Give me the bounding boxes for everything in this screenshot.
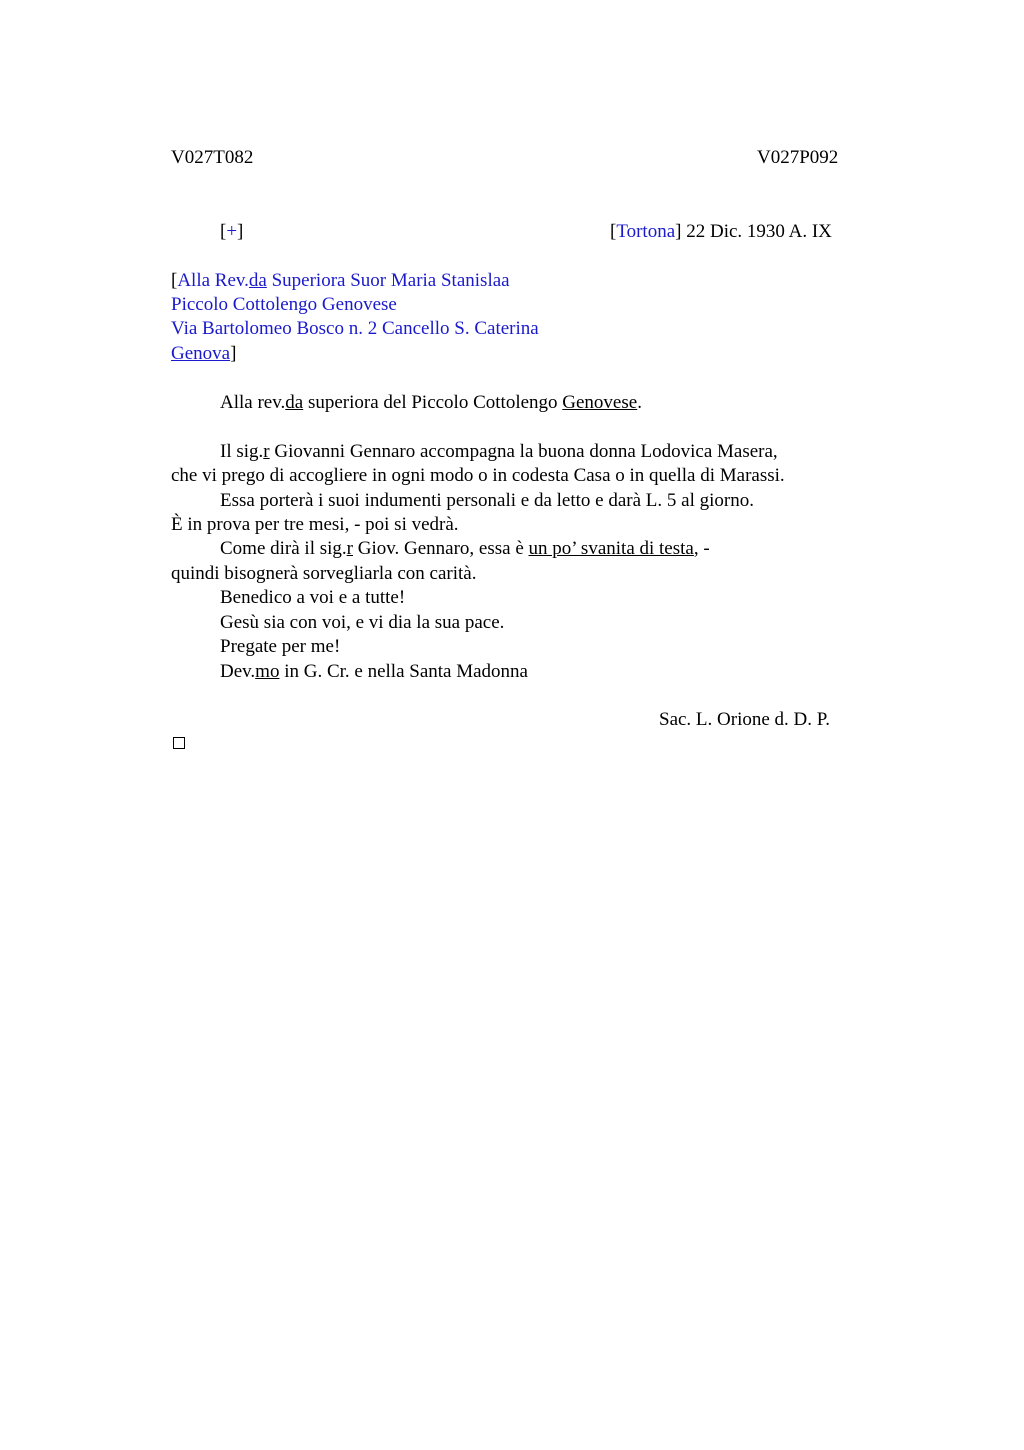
body-abbrev: mo bbox=[255, 661, 280, 682]
body-text: Giovanni Gennaro accompagna la buona donna Lodovica Masera, bbox=[269, 441, 778, 462]
body-text: Dev. bbox=[220, 661, 256, 682]
body-line: È in prova per tre mesi, - poi si vedrà. bbox=[171, 514, 459, 535]
body-line: Pregate per me! bbox=[220, 636, 341, 657]
end-mark-box bbox=[173, 737, 185, 749]
bracket: [ bbox=[220, 221, 227, 242]
body-text: in G. Cr. e nella Santa Madonna bbox=[279, 661, 528, 682]
body-line: che vi prego di accogliere in ogni modo o in codesta Casa o in quella di Marassi. bbox=[171, 465, 785, 486]
salutation-text: superiora del Piccolo Cottolengo bbox=[303, 392, 563, 413]
bracket: [ bbox=[610, 221, 617, 242]
salutation-text: Alla rev. bbox=[220, 392, 286, 413]
salutation-text: . bbox=[637, 392, 642, 413]
body-line: quindi bisognerà sorvegliarla con carità. bbox=[171, 563, 477, 584]
address-city: Genova bbox=[171, 343, 231, 364]
salutation bbox=[220, 391, 642, 415]
address-line-4 bbox=[171, 342, 236, 366]
date-text: 22 Dic. 1930 A. IX bbox=[686, 221, 832, 242]
body-text: , - bbox=[693, 538, 710, 559]
address-line-3: Via Bartolomeo Bosco n. 2 Cancello S. Caterina bbox=[171, 318, 539, 339]
bracket: ] bbox=[230, 343, 237, 364]
bracket: ] bbox=[237, 221, 244, 242]
address-line-2: Piccolo Cottolengo Genovese bbox=[171, 294, 397, 315]
salutation-underlined: Genovese bbox=[562, 392, 638, 413]
body-line: Gesù sia con voi, e vi dia la sua pace. bbox=[220, 612, 505, 633]
body-line bbox=[220, 537, 710, 561]
body-text: Come dirà il sig. bbox=[220, 538, 347, 559]
document-code-right: V027P092 bbox=[757, 147, 839, 168]
body-text: Il sig. bbox=[220, 441, 264, 462]
address-line-1 bbox=[171, 269, 510, 293]
body-line: Essa porterà i suoi indumenti personali e da letto e darà L. 5 al giorno. bbox=[220, 490, 754, 511]
signature: Sac. L. Orione d. D. P. bbox=[659, 709, 830, 730]
cross-mark bbox=[220, 220, 243, 244]
body-text: Giov. Gennaro, essa è bbox=[352, 538, 529, 559]
address-abbrev: da bbox=[248, 270, 267, 291]
bracket: ] bbox=[675, 221, 682, 242]
document-code-left: V027T082 bbox=[171, 147, 254, 168]
salutation-abbrev: da bbox=[285, 392, 304, 413]
body-line: Benedico a voi e a tutte! bbox=[220, 587, 406, 608]
body-abbrev: r bbox=[263, 441, 270, 462]
cross-symbol: + bbox=[226, 221, 238, 242]
dateline bbox=[610, 220, 832, 244]
body-underlined: un po’ svanita di testa bbox=[528, 538, 694, 559]
address-text: Alla Rev. bbox=[177, 270, 249, 291]
place-name: Tortona bbox=[616, 221, 676, 242]
body-line bbox=[220, 440, 778, 464]
body-abbrev: r bbox=[346, 538, 353, 559]
closing-line bbox=[220, 660, 528, 684]
bracket: [ bbox=[171, 270, 178, 291]
address-text: Superiora Suor Maria Stanislaa bbox=[266, 270, 510, 291]
